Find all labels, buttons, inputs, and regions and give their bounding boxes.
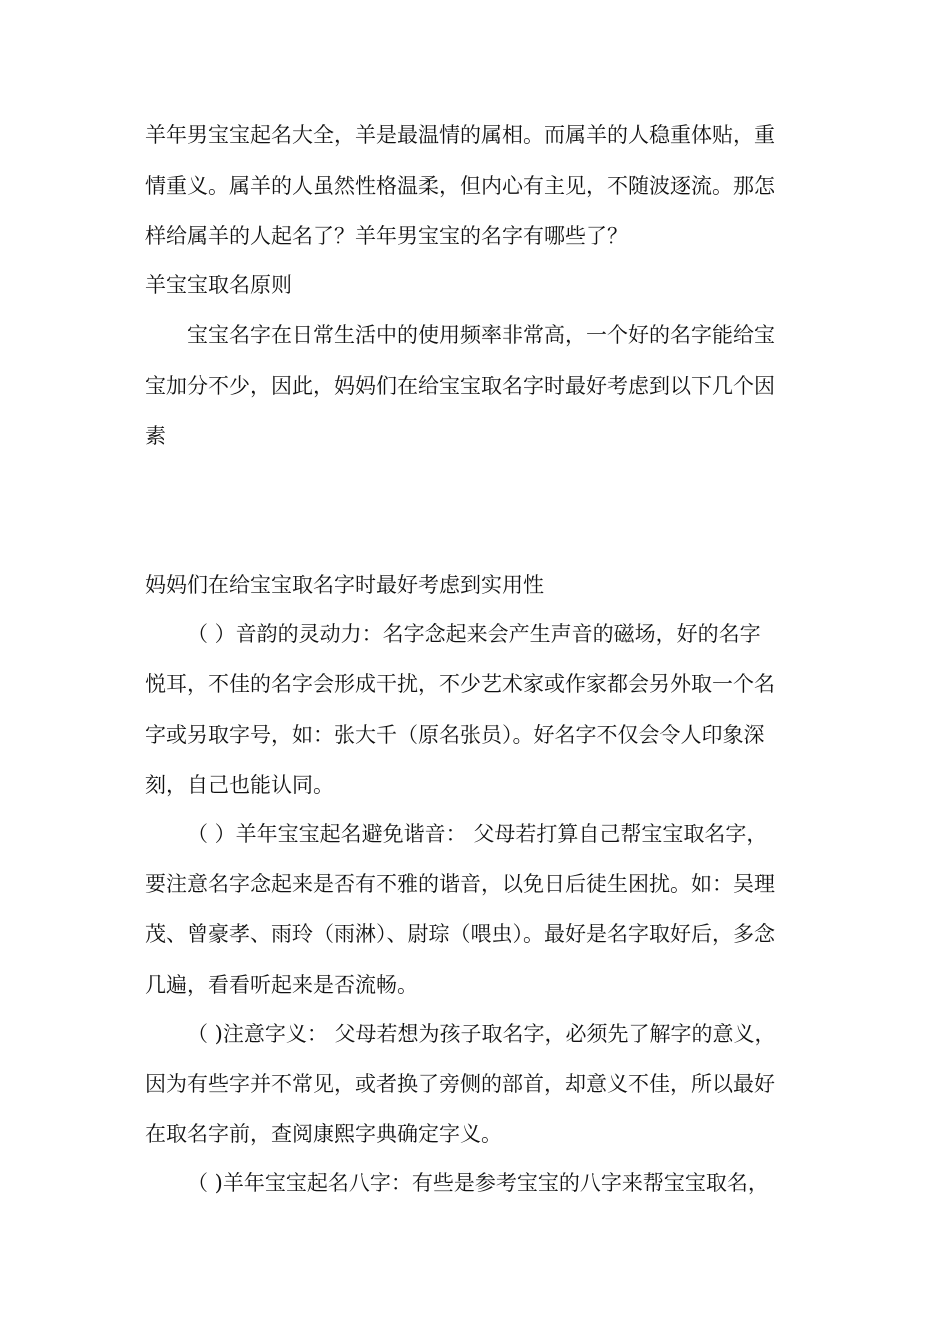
list-item-line: 刻，自己也能认同。: [145, 773, 334, 797]
list-item-line: （ ）音韵的灵动力：名字念起来会产生声音的磁场，好的名字: [187, 622, 761, 646]
paragraph-line: 宝加分不少，因此，妈妈们在给宝宝取名字时最好考虑到以下几个因: [145, 374, 775, 398]
section-heading: 羊宝宝取名原则: [145, 273, 292, 297]
paragraph-line: 宝宝名字在日常生活中的使用频率非常高，一个好的名字能给宝: [187, 323, 775, 347]
list-item-line: 几遍，看看听起来是否流畅。: [145, 973, 418, 997]
list-item-line: 茂、曾豪孝、雨玲（雨淋）、尉琮（喂虫）。最好是名字取好后，多念: [145, 922, 775, 946]
section-heading: 妈妈们在给宝宝取名字时最好考虑到实用性: [145, 573, 544, 597]
intro-line: 样给属羊的人起名了？羊年男宝宝的名字有哪些了？: [145, 224, 628, 248]
list-item-line: （ )羊年宝宝起名八字：有些是参考宝宝的八字来帮宝宝取名，: [187, 1171, 769, 1195]
list-item-line: 因为有些字并不常见，或者换了旁侧的部首，却意义不佳，所以最好: [145, 1072, 775, 1096]
list-item-line: （ )注意字义： 父母若想为孩子取名字，必须先了解字的意义，: [187, 1022, 776, 1046]
paragraph-line: 素: [145, 424, 166, 448]
list-item-line: （ ）羊年宝宝起名避免谐音： 父母若打算自己帮宝宝取名字，: [187, 822, 768, 846]
list-item-line: 悦耳，不佳的名字会形成干扰，不少艺术家或作家都会另外取一个名: [145, 672, 775, 696]
list-item-line: 在取名字前，查阅康熙字典确定字义。: [145, 1122, 502, 1146]
list-item-line: 要注意名字念起来是否有不雅的谐音，以免日后徒生困扰。如：吴理: [145, 872, 775, 896]
intro-line: 情重义。属羊的人虽然性格温柔，但内心有主见，不随波逐流。那怎: [145, 174, 775, 198]
intro-line: 羊年男宝宝起名大全，羊是最温情的属相。而属羊的人稳重体贴，重: [145, 123, 775, 147]
list-item-line: 字或另取字号，如：张大千（原名张员）。好名字不仅会令人印象深: [145, 723, 765, 747]
